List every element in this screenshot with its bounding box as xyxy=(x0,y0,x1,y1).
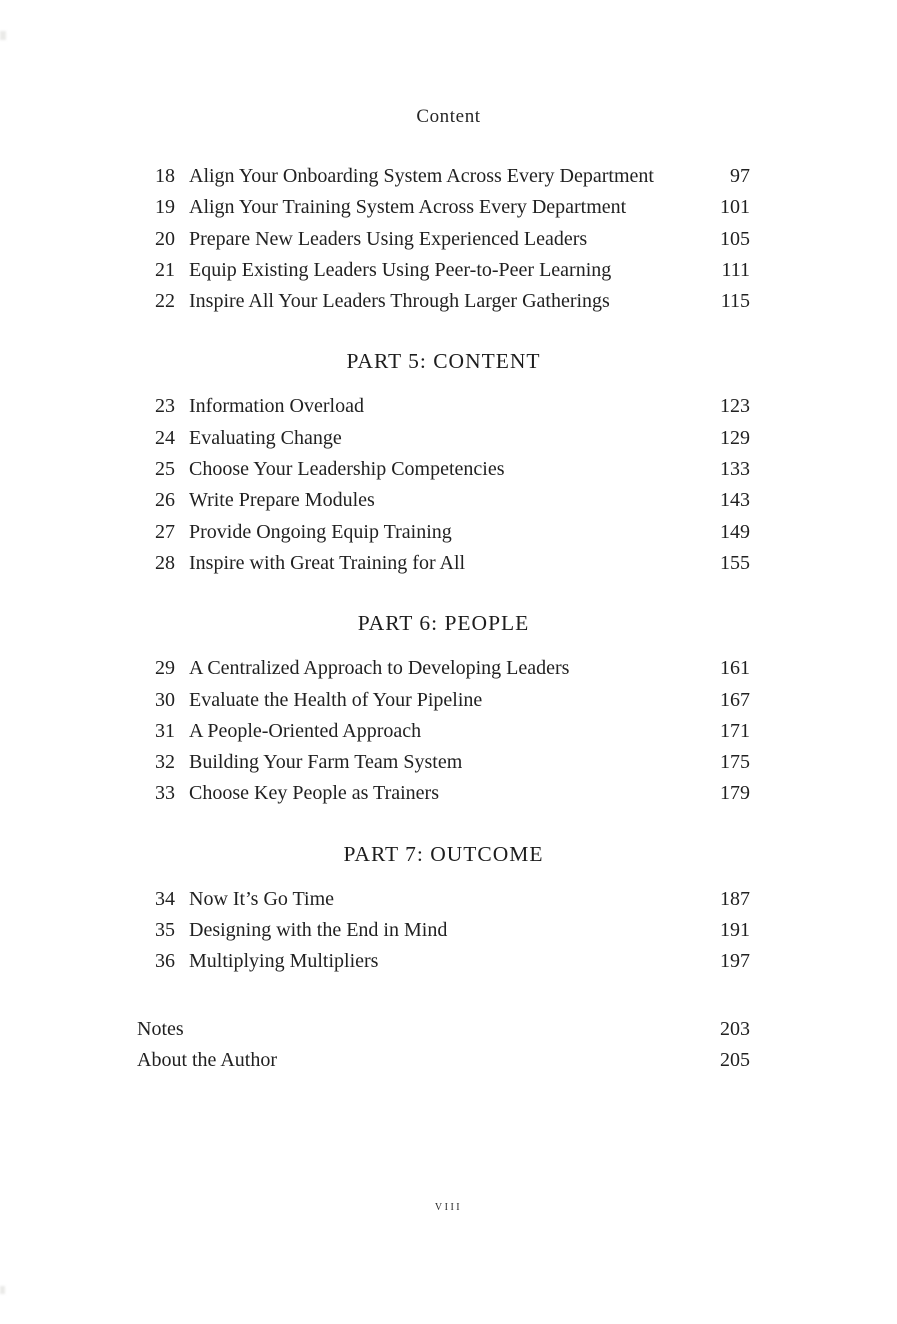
chapter-title: Information Overload xyxy=(189,395,364,418)
toc-entry xyxy=(137,653,750,684)
chapter-number: 24 xyxy=(155,426,175,449)
toc-entry xyxy=(137,685,750,716)
chapter-title: Inspire with Great Training for All xyxy=(189,551,466,574)
chapter-title: Align Your Training System Across Every Department xyxy=(189,196,627,219)
chapter-number: 34 xyxy=(155,887,175,910)
chapter-number: 30 xyxy=(155,688,175,711)
chapter-title: Provide Ongoing Equip Training xyxy=(189,520,452,543)
toc-entry xyxy=(137,192,750,223)
back-matter-list xyxy=(137,1014,750,1077)
chapter-title: Align Your Onboarding System Across Every Department xyxy=(189,165,654,187)
page-ref: 123 xyxy=(720,395,750,418)
chapter-number: 26 xyxy=(155,489,175,512)
running-head: Content xyxy=(416,106,481,127)
page-ref: 101 xyxy=(720,196,750,219)
toc-section xyxy=(137,161,750,317)
page-ref: 161 xyxy=(720,657,750,680)
toc-entry xyxy=(137,255,750,286)
part-heading: PART 6: PEOPLE xyxy=(357,611,530,636)
toc-entry xyxy=(137,716,750,747)
page-ref: 167 xyxy=(720,688,750,711)
toc-entry xyxy=(137,224,750,255)
page-ref: 203 xyxy=(720,1017,750,1040)
page-number-folio: viii xyxy=(434,1199,463,1214)
page-ref: 115 xyxy=(720,290,750,313)
chapter-title: Notes xyxy=(137,1017,184,1040)
chapter-title: Choose Your Leadership Competencies xyxy=(189,458,505,481)
toc-section xyxy=(137,839,750,978)
chapter-number: 23 xyxy=(155,395,175,418)
page-ref: 171 xyxy=(720,719,750,742)
toc-entry xyxy=(137,286,750,317)
chapter-number: 35 xyxy=(155,919,175,942)
toc-section xyxy=(137,346,750,579)
page-ref: 133 xyxy=(720,458,750,481)
chapter-number: 20 xyxy=(155,227,175,250)
page-ref: 179 xyxy=(720,782,750,805)
chapter-title: Choose Key People as Trainers xyxy=(189,782,439,805)
chapter-title: Designing with the End in Mind xyxy=(189,919,448,942)
page-ref: 149 xyxy=(720,520,750,543)
chapter-number: 31 xyxy=(155,719,175,742)
page-ref: 187 xyxy=(720,887,750,910)
page-ref: 155 xyxy=(720,551,750,574)
chapter-number: 18 xyxy=(155,165,175,187)
page-ref: 197 xyxy=(720,950,750,973)
scan-artifact xyxy=(0,1286,5,1294)
page-ref: 97 xyxy=(730,165,750,187)
chapter-number: 28 xyxy=(155,551,175,574)
chapter-number: 32 xyxy=(155,751,175,774)
part-heading: PART 7: OUTCOME xyxy=(343,841,544,866)
toc-entry xyxy=(137,454,750,485)
toc-entry xyxy=(137,548,750,579)
page-ref: 205 xyxy=(720,1048,750,1071)
page-ref: 175 xyxy=(720,751,750,774)
scan-artifact xyxy=(0,31,6,40)
toc-entry xyxy=(137,485,750,516)
chapter-number: 33 xyxy=(155,782,175,805)
chapter-number: 21 xyxy=(155,258,175,281)
toc-rows xyxy=(137,391,750,579)
toc-entry xyxy=(137,1014,750,1045)
chapter-title: Prepare New Leaders Using Experienced Leaders xyxy=(189,227,588,250)
chapter-number: 36 xyxy=(155,950,175,973)
chapter-title: Evaluate the Health of Your Pipeline xyxy=(189,688,483,711)
toc-entry xyxy=(137,884,750,915)
chapter-title: Building Your Farm Team System xyxy=(189,751,463,774)
chapter-title: A People-Oriented Approach xyxy=(189,719,422,742)
toc-entry xyxy=(137,161,750,192)
toc-rows xyxy=(137,161,750,317)
toc-entry xyxy=(137,1045,750,1076)
chapter-number: 25 xyxy=(155,458,175,481)
chapter-number: 19 xyxy=(155,196,175,219)
page-ref: 111 xyxy=(721,258,750,281)
toc-entry xyxy=(137,423,750,454)
part-heading: PART 5: CONTENT xyxy=(346,349,541,374)
toc-entry xyxy=(137,747,750,778)
toc-entry xyxy=(137,778,750,809)
toc-entry xyxy=(137,946,750,977)
page-ref: 129 xyxy=(720,426,750,449)
chapter-title: Write Prepare Modules xyxy=(189,489,375,512)
toc-entry xyxy=(137,517,750,548)
chapter-title: Inspire All Your Leaders Through Larger Gatherings xyxy=(189,290,610,313)
page-ref: 143 xyxy=(720,489,750,512)
chapter-title: A Centralized Approach to Developing Leaders xyxy=(189,657,570,680)
chapter-number: 27 xyxy=(155,520,175,543)
chapter-title: Equip Existing Leaders Using Peer-to-Peer Learning xyxy=(189,258,612,281)
toc-section xyxy=(137,608,750,809)
page-ref: 191 xyxy=(720,919,750,942)
toc-entry xyxy=(137,391,750,422)
chapter-title: Now It’s Go Time xyxy=(189,887,335,910)
toc-rows xyxy=(137,884,750,978)
chapter-title: Multiplying Multipliers xyxy=(189,950,379,973)
page-ref: 105 xyxy=(720,227,750,250)
toc-rows xyxy=(137,653,750,809)
table-of-contents xyxy=(137,161,750,978)
chapter-number: 22 xyxy=(155,290,175,313)
toc-entry xyxy=(137,915,750,946)
chapter-title: About the Author xyxy=(137,1048,277,1071)
chapter-title: Evaluating Change xyxy=(189,426,342,449)
chapter-number: 29 xyxy=(155,657,175,680)
